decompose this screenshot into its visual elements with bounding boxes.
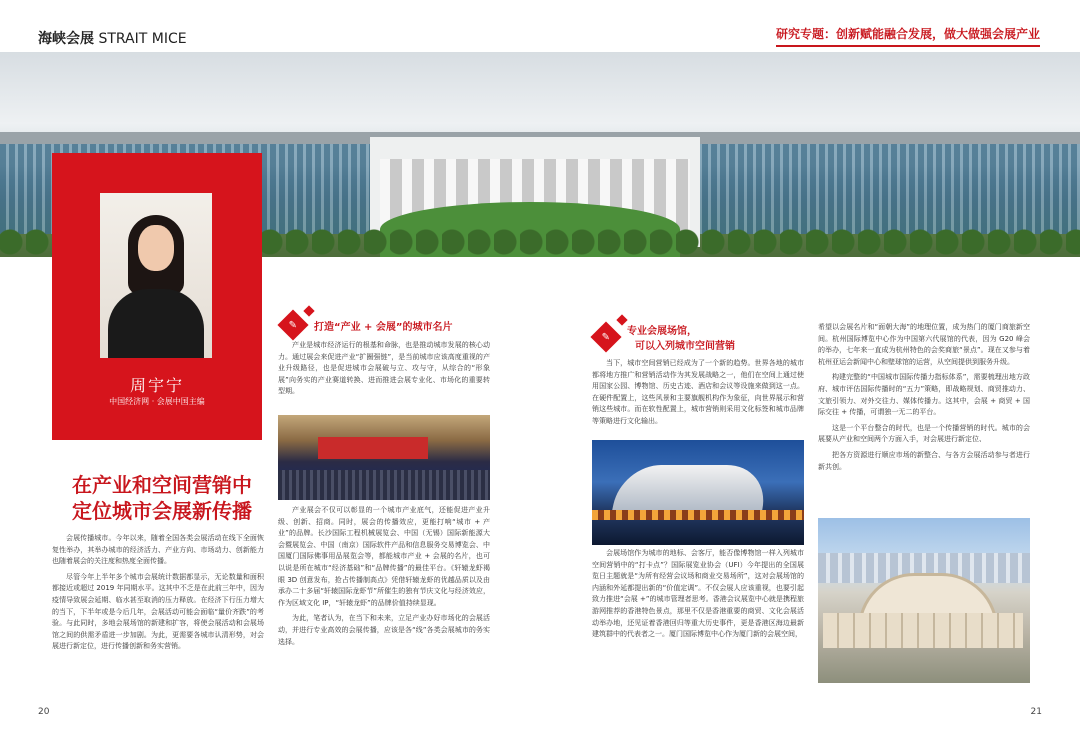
body-paragraph: 构建完整的“中国城市国际传播力指标体系”，需要梳理出地方政府、城市评估国际传播时的“五力”策略，即战略规划、商贸推动力、文旅引领力、对外交往力、媒体传播力。这其中，会展 + 商贸 + 国际交往 + 传播，可谓独一无二的平台。 bbox=[818, 373, 1030, 417]
intro-text bbox=[52, 533, 264, 693]
page-number-left: 20 bbox=[38, 707, 50, 717]
body-paragraph: 当下，城市空间营销已经成为了一个新的趋势。世界各地的城市都将地方推广和营销活动作为其发展战略之一，他们在空间上通过使用国家公园、博物馆、历史古迹、酒店和会议等设施来做到这一点。在硬件配置上，这些风景和主要旗舰机构作为象征，向世界展示和营销这些城市。而在软性配置上，城市营销则采用文化标签和城市品牌等策略进行文化输出。 bbox=[592, 359, 804, 425]
conference-hall-photo bbox=[278, 415, 490, 500]
section-heading-industry: ✎ 打造“产业 + 会展”的城市名片 bbox=[282, 314, 453, 336]
expo-center-aerial-photo bbox=[818, 518, 1030, 683]
body-paragraph: 这是一个平台整合的时代，也是一个传播营销的时代。城市的会展要从产业和空间两个方面入手，对会展进行新定位、 bbox=[818, 423, 1030, 444]
magazine-name-en: STRAIT MICE bbox=[98, 31, 187, 47]
section2-text-continued bbox=[592, 548, 804, 688]
author-role: 中国经济网 · 会展中国主编 bbox=[109, 397, 205, 406]
author-name: 周宇宁 bbox=[129, 376, 184, 395]
body-paragraph: 把各方资源进行顺应市场的新整合、与各方会展活动参与者进行新共创。 bbox=[818, 450, 1030, 471]
section1-text-continued bbox=[278, 505, 490, 685]
section1-text bbox=[278, 340, 490, 412]
intro-paragraph: 尽管今年上半年多个城市会展统计数据都显示，无论数量和面积都接近或超过 2019 年同期水平。这其中不乏是在此前三年中，因为疫情导致展会延期、临水甚至取消的压力释放。在经济下行压力增大的当下，下半年或是今后几年，会展活动可能会面临“量价齐跌”的考验。与此同时，多地会展场馆的新建和扩容，将使会展活动和会展场馆之间的供需矛盾进一步加剧。为此，更需要各城市认清形势，对会展进行新定位，进行传播创新和务实营销。 bbox=[52, 572, 264, 651]
body-paragraph: 为此，笔者认为，在当下和未来，立足产业办好市场化的会展活动，并进行专业高效的会展传播，应该是各“线”各类会展城市的务实选择。 bbox=[278, 614, 490, 646]
section2-text bbox=[592, 358, 804, 438]
intro-paragraph: 会展传播城市。今年以来，随着全国各类会展活动在线下全面恢复性举办，其举办城市的经济活力、产业方向、市场动力、创新能力也随着展会的关注度和热度全面传播。 bbox=[52, 534, 264, 566]
author-portrait bbox=[100, 193, 212, 358]
page-number-right: 21 bbox=[1030, 707, 1042, 717]
convention-center-night-photo bbox=[592, 440, 804, 545]
body-paragraph: 会展场馆作为城市的地标、会客厅，能否像博物馆一样入列城市空间营销中的“打卡点”？国际展览业协会（UFI）今年提出的全国展览日主题就是“为所有经营会议场和商业交易场所”，这对会展场馆的内涵和外延都提出新的“价值定调”。不仅会展人应该重视，也要引起致力推进“会展 +”的城市管理者思考。香港会议展览中心就是携程旅游网推荐的香港特色景点，那里不仅是香港重要的商贸、文化会展活动举办地，还见证着香港回归等重大历史事件，更是香港区海边最新建筑群中的代表者之一。厦门国际博览中心作为厦门新的会展空间， bbox=[592, 549, 804, 639]
pen-icon: ✎ bbox=[590, 321, 621, 352]
body-paragraph: 希望以会展名片和“面朝大海”的地理位置，成为热门的厦门商旅新空间。杭州国际博览中心作为中国第六代展馆的代表，因为 G20 峰会的举办，七年来一直成为杭州特色的会奖商旅“景点”。现在又参与着杭州亚运会新闻中心和壁球馆的运营，从空间提供到服务升级。 bbox=[818, 323, 1030, 366]
magazine-header bbox=[38, 28, 187, 48]
article-title: 在产业和空间营销中 定位城市会展新传播 bbox=[72, 473, 252, 523]
body-paragraph: 产业是城市经济运行的根基和命脉，也是推动城市发展的核心动力。通过展会来促进产业“扩圈强链”，是当前城市应该高度重视的产业升级路径，也是促进城市会展破与立、攻与守，从综合的“形象展”向务实的产业赛道转换、进而推进会展专业化、市场化的重要转型期。 bbox=[278, 341, 490, 396]
magazine-name-cn: 海峡会展 bbox=[38, 31, 94, 47]
pen-icon: ✎ bbox=[277, 309, 308, 340]
right-column-text bbox=[818, 322, 1030, 514]
topic-banner: 研究专题：创新赋能融合发展，做大做强会展产业 bbox=[776, 25, 1040, 47]
body-paragraph: 产业展会不仅可以彰显的一个城市产业底气，还能促进产业升级、创新、招商。同时，展会的传播效应，更能打响“城市 + 产业”的品牌。长沙国际工程机械展览会、中国（无锡）国际新能源大会暨展览会、中国（南京）国际软件产品和信息服务交易博览会、中国厦门国际佛事用品展览会等，都能城市产业 + 会展的名片，也可以说是所在城市“经济基础”和“品牌传播”的最佳平台。《轩辕龙虾褐眼 3D 创意发布，抢占传播制高点》凭借轩辕龙虾的优越品质以及由承办二十多届“轩辕国际龙虾节”所催生的独有节庆文化与经济效应，作为区域文化 IP，“轩辕龙虾”的品牌价值持续显现。 bbox=[278, 506, 490, 607]
section-heading-venues: ✎ 专业会展场馆， 可以入列城市空间营销 bbox=[595, 322, 735, 352]
author-profile-card bbox=[52, 153, 262, 440]
